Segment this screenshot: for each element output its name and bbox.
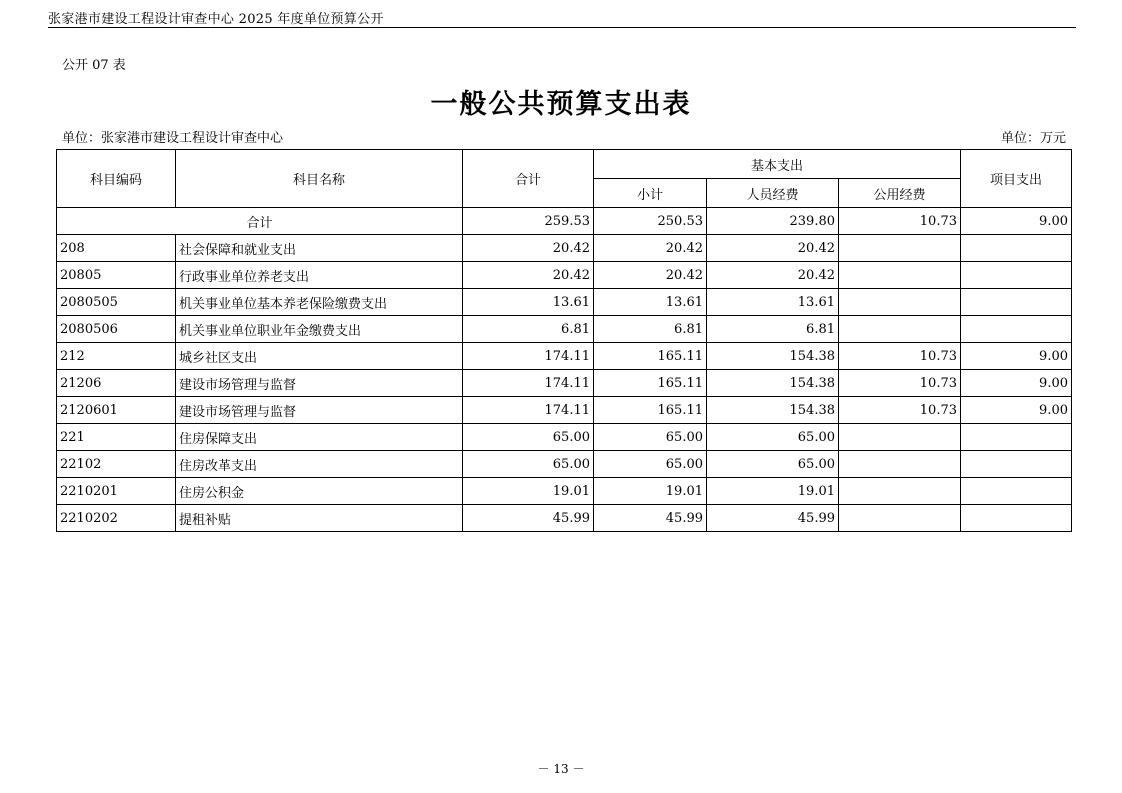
row-public-use — [839, 505, 961, 532]
row-subtotal: 65.00 — [594, 451, 707, 478]
row-total: 6.81 — [463, 316, 594, 343]
row-project — [961, 316, 1072, 343]
row-public-use — [839, 316, 961, 343]
row-subtotal: 20.42 — [594, 235, 707, 262]
row-total: 65.00 — [463, 451, 594, 478]
col-header-project: 项目支出 — [961, 150, 1072, 208]
row-personnel: 65.00 — [707, 451, 839, 478]
row-total: 65.00 — [463, 424, 594, 451]
row-total: 19.01 — [463, 478, 594, 505]
row-subtotal: 6.81 — [594, 316, 707, 343]
row-subtotal: 165.11 — [594, 397, 707, 424]
summary-total: 259.53 — [463, 208, 594, 235]
table-row — [57, 289, 1072, 316]
row-personnel: 65.00 — [707, 424, 839, 451]
row-public-use — [839, 262, 961, 289]
row-personnel: 20.42 — [707, 262, 839, 289]
row-subtotal: 165.11 — [594, 370, 707, 397]
row-total: 174.11 — [463, 343, 594, 370]
row-personnel: 154.38 — [707, 343, 839, 370]
row-name: 机关事业单位职业年金缴费支出 — [176, 316, 463, 343]
row-public-use — [839, 235, 961, 262]
col-header-personnel: 人员经费 — [707, 179, 839, 208]
row-name: 社会保障和就业支出 — [176, 235, 463, 262]
row-total: 45.99 — [463, 505, 594, 532]
row-name: 城乡社区支出 — [176, 343, 463, 370]
table-row — [57, 505, 1072, 532]
page-title: 一般公共预算支出表 — [430, 89, 692, 120]
row-public-use — [839, 289, 961, 316]
page-number: － 13 － — [537, 762, 585, 776]
table-row — [57, 478, 1072, 505]
header-row-top — [57, 150, 1072, 179]
row-personnel: 154.38 — [707, 397, 839, 424]
row-project: 9.00 — [961, 397, 1072, 424]
row-name: 住房公积金 — [176, 478, 463, 505]
row-public-use: 10.73 — [839, 343, 961, 370]
row-code: 22102 — [57, 451, 176, 478]
row-project: 9.00 — [961, 370, 1072, 397]
table-row — [57, 343, 1072, 370]
row-code: 2080506 — [57, 316, 176, 343]
col-header-name: 科目名称 — [176, 150, 463, 208]
row-project: 9.00 — [961, 343, 1072, 370]
row-code: 20805 — [57, 262, 176, 289]
row-subtotal: 165.11 — [594, 343, 707, 370]
row-public-use — [839, 478, 961, 505]
table-row — [57, 397, 1072, 424]
row-subtotal: 65.00 — [594, 424, 707, 451]
row-total: 20.42 — [463, 235, 594, 262]
row-code: 208 — [57, 235, 176, 262]
row-project — [961, 235, 1072, 262]
row-personnel: 45.99 — [707, 505, 839, 532]
table-row — [57, 262, 1072, 289]
row-project — [961, 262, 1072, 289]
row-code: 2210201 — [57, 478, 176, 505]
col-header-subtotal: 小计 — [594, 179, 707, 208]
row-project — [961, 424, 1072, 451]
row-name: 提租补贴 — [176, 505, 463, 532]
row-code: 2120601 — [57, 397, 176, 424]
row-name: 住房保障支出 — [176, 424, 463, 451]
row-project — [961, 478, 1072, 505]
organization-unit: 单位：张家港市建设工程设计审查中心 — [62, 131, 284, 146]
table-row — [57, 451, 1072, 478]
row-code: 2210202 — [57, 505, 176, 532]
row-code: 21206 — [57, 370, 176, 397]
summary-public-use: 10.73 — [839, 208, 961, 235]
summary-personnel: 239.80 — [707, 208, 839, 235]
table-row — [57, 424, 1072, 451]
row-public-use: 10.73 — [839, 370, 961, 397]
row-code: 2080505 — [57, 289, 176, 316]
summary-label: 合计 — [57, 208, 463, 235]
row-total: 174.11 — [463, 397, 594, 424]
row-subtotal: 13.61 — [594, 289, 707, 316]
running-header: 张家港市建设工程设计审查中心 2025 年度单位预算公开 — [48, 12, 384, 27]
row-personnel: 13.61 — [707, 289, 839, 316]
row-project — [961, 505, 1072, 532]
row-code: 221 — [57, 424, 176, 451]
table-code: 公开 07 表 — [62, 58, 126, 73]
row-personnel: 6.81 — [707, 316, 839, 343]
row-total: 174.11 — [463, 370, 594, 397]
table-row — [57, 316, 1072, 343]
row-public-use — [839, 424, 961, 451]
row-project — [961, 451, 1072, 478]
row-name: 住房改革支出 — [176, 451, 463, 478]
row-name: 行政事业单位养老支出 — [176, 262, 463, 289]
table-row — [57, 235, 1072, 262]
row-name: 机关事业单位基本养老保险缴费支出 — [176, 289, 463, 316]
currency-unit: 单位：万元 — [1000, 131, 1066, 146]
budget-table — [56, 149, 1072, 532]
summary-row — [57, 208, 1072, 235]
table-row — [57, 370, 1072, 397]
row-public-use: 10.73 — [839, 397, 961, 424]
row-total: 13.61 — [463, 289, 594, 316]
row-code: 212 — [57, 343, 176, 370]
col-header-total: 合计 — [463, 150, 594, 208]
header-divider — [48, 27, 1076, 28]
row-subtotal: 19.01 — [594, 478, 707, 505]
row-personnel: 154.38 — [707, 370, 839, 397]
row-subtotal: 20.42 — [594, 262, 707, 289]
col-header-public-use: 公用经费 — [839, 179, 961, 208]
row-personnel: 19.01 — [707, 478, 839, 505]
row-total: 20.42 — [463, 262, 594, 289]
row-project — [961, 289, 1072, 316]
summary-subtotal: 250.53 — [594, 208, 707, 235]
row-subtotal: 45.99 — [594, 505, 707, 532]
summary-project: 9.00 — [961, 208, 1072, 235]
row-name: 建设市场管理与监督 — [176, 370, 463, 397]
col-header-basic: 基本支出 — [594, 150, 961, 179]
row-personnel: 20.42 — [707, 235, 839, 262]
row-name: 建设市场管理与监督 — [176, 397, 463, 424]
col-header-code: 科目编码 — [57, 150, 176, 208]
row-public-use — [839, 451, 961, 478]
